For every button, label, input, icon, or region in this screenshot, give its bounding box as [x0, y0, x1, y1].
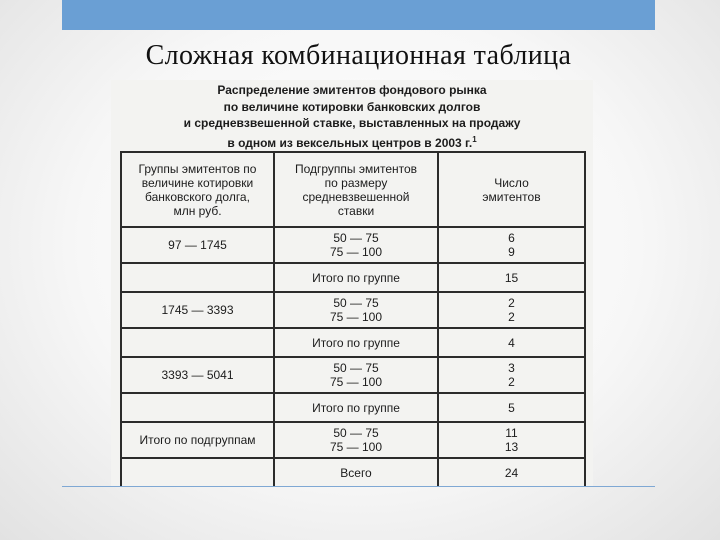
- subtotal-count-cell: 5: [438, 393, 585, 422]
- table-caption: [111, 82, 593, 151]
- footer-divider: [62, 486, 655, 487]
- subgroup-totals-label-cell: Итого по подгруппам: [121, 422, 274, 458]
- caption-footnote-mark: 1: [472, 134, 477, 144]
- caption-line: по величине котировки банковских долгов: [223, 99, 481, 114]
- table-header-row: [121, 152, 585, 227]
- group-range-cell: 1745 — 3393: [121, 292, 274, 328]
- table-row-subtotal: [121, 393, 585, 422]
- count-cell: 2 2: [438, 292, 585, 328]
- caption-line: и средневзвешенной ставке, выставленных на продажу: [183, 116, 521, 130]
- subtotal-label-cell: Итого по группе: [274, 263, 438, 292]
- table-row: [121, 357, 585, 393]
- count-cell: 3 2: [438, 357, 585, 393]
- table-row-grand-total: [121, 458, 585, 487]
- top-accent-bar: [62, 0, 655, 30]
- count-cell: 11 13: [438, 422, 585, 458]
- subgroup-cell: 50 — 75 75 — 100: [274, 357, 438, 393]
- table-row-subtotal: [121, 263, 585, 292]
- empty-cell: [121, 458, 274, 487]
- subgroup-cell: 50 — 75 75 — 100: [274, 422, 438, 458]
- grand-total-label-cell: Всего: [274, 458, 438, 487]
- subtotal-label-cell: Итого по группе: [274, 328, 438, 357]
- caption-line: [111, 132, 593, 152]
- caption-line-text: в одном из вексельных центров в 2003 г.: [227, 135, 473, 150]
- subtotal-count-cell: 15: [438, 263, 585, 292]
- header-issuer-groups: Группы эмитентов по величине котировки банковского долга, млн руб.: [121, 152, 274, 227]
- table-row: [121, 227, 585, 263]
- subgroup-cell: 50 — 75 75 — 100: [274, 227, 438, 263]
- group-range-cell: 3393 — 5041: [121, 357, 274, 393]
- grand-total-count-cell: 24: [438, 458, 585, 487]
- subtotal-label-cell: Итого по группе: [274, 393, 438, 422]
- table-row: [121, 292, 585, 328]
- empty-cell: [121, 328, 274, 357]
- header-issuer-subgroups: Подгруппы эмитентов по размеру средневзвешенной ставки: [274, 152, 438, 227]
- caption-line: Распределение эмитентов фондового рынка: [217, 83, 487, 97]
- scanned-table-image: [111, 80, 593, 487]
- count-cell: 6 9: [438, 227, 585, 263]
- table-row-subtotal: [121, 328, 585, 357]
- subtotal-count-cell: 4: [438, 328, 585, 357]
- group-range-cell: 97 — 1745: [121, 227, 274, 263]
- combination-table: [120, 151, 586, 487]
- empty-cell: [121, 393, 274, 422]
- header-issuer-count: Число эмитентов: [438, 152, 585, 227]
- empty-cell: [121, 263, 274, 292]
- subgroup-cell: 50 — 75 75 — 100: [274, 292, 438, 328]
- table-row-subgroup-totals: [121, 422, 585, 458]
- slide-title: Сложная комбинационная таблица: [145, 40, 572, 71]
